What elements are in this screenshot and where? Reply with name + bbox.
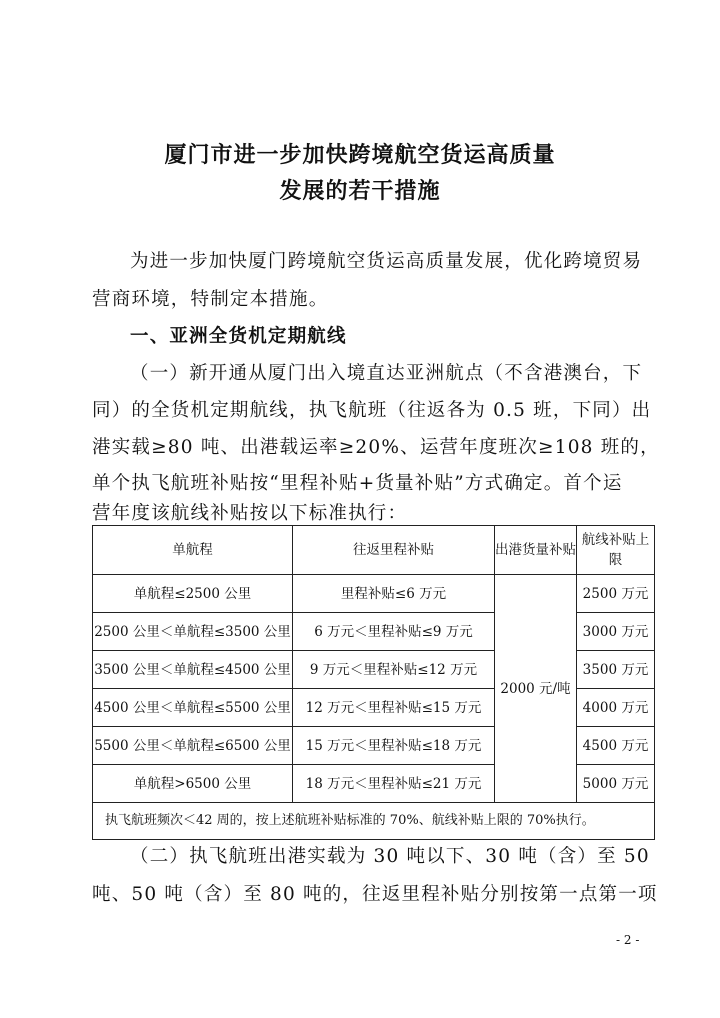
para1-line-2: 同）的全货机定期航线，执飞航班（往返各为 0.5 班，下同）出: [92, 400, 652, 421]
cell-range: 单航程>6500 公里: [93, 765, 293, 803]
cell-mileage: 15 万元＜里程补贴≤18 万元: [293, 727, 495, 765]
cell-cap: 2500 万元: [577, 575, 655, 613]
header-distance: 单航程: [93, 526, 293, 575]
cell-cap: 3500 万元: [577, 651, 655, 689]
intro-line-1: 为进一步加快厦门跨境航空货运高质量发展，优化跨境贸易: [130, 251, 643, 272]
cell-cap: 4500 万元: [577, 727, 655, 765]
header-cargo-subsidy: 出港货量补贴: [495, 526, 577, 575]
page-number: - 2 -: [616, 933, 640, 947]
cell-mileage: 9 万元＜里程补贴≤12 万元: [293, 651, 495, 689]
cell-cap: 5000 万元: [577, 765, 655, 803]
cell-mileage: 6 万元＜里程补贴≤9 万元: [293, 613, 495, 651]
subsidy-table: [92, 525, 655, 840]
cell-mileage: 18 万元＜里程补贴≤21 万元: [293, 765, 495, 803]
header-route-cap: 航线补贴上限: [577, 526, 655, 575]
table-note: 执飞航班频次＜42 周的，按上述航班补贴标准的 70%、航线补贴上限的 70%执行。: [93, 803, 655, 840]
table-header-row: [93, 526, 655, 575]
para1-line-4: 单个执飞航班补贴按“里程补贴+货量补贴”方式确定。首个运: [92, 473, 623, 494]
cell-cap: 3000 万元: [577, 613, 655, 651]
para1-line-1: （一）新开通从厦门出入境直达亚洲航点（不含港澳台，下: [130, 363, 643, 384]
cell-range: 3500 公里＜单航程≤4500 公里: [93, 651, 293, 689]
para2-line-2: 吨、50 吨（含）至 80 吨的，往返里程补贴分别按第一点第一项: [92, 884, 658, 905]
cell-range: 2500 公里＜单航程≤3500 公里: [93, 613, 293, 651]
document-title-line1: 厦门市进一步加快跨境航空货运高质量: [164, 142, 556, 168]
table-row: [93, 575, 655, 613]
document-title-line2: 发展的若干措施: [279, 178, 441, 204]
cell-cargo-subsidy: 2000 元/吨: [495, 575, 577, 803]
cell-mileage: 12 万元＜里程补贴≤15 万元: [293, 689, 495, 727]
header-mileage-subsidy: 往返里程补贴: [293, 526, 495, 575]
table-note-row: [93, 803, 655, 840]
section-heading: 一、亚洲全货机定期航线: [130, 326, 347, 347]
cell-mileage: 里程补贴≤6 万元: [293, 575, 495, 613]
intro-line-2: 营商环境，特制定本措施。: [92, 289, 329, 310]
cell-range: 单航程≤2500 公里: [93, 575, 293, 613]
para1-line-3: 港实载≥80 吨、出港载运率≥20%、运营年度班次≥108 班的，: [92, 437, 660, 458]
cell-range: 4500 公里＜单航程≤5500 公里: [93, 689, 293, 727]
para1-line-5: 营年度该航线补贴按以下标准执行：: [92, 503, 408, 524]
cell-range: 5500 公里＜单航程≤6500 公里: [93, 727, 293, 765]
para2-line-1: （二）执飞航班出港实载为 30 吨以下、30 吨（含）至 50: [130, 846, 650, 867]
cell-cap: 4000 万元: [577, 689, 655, 727]
